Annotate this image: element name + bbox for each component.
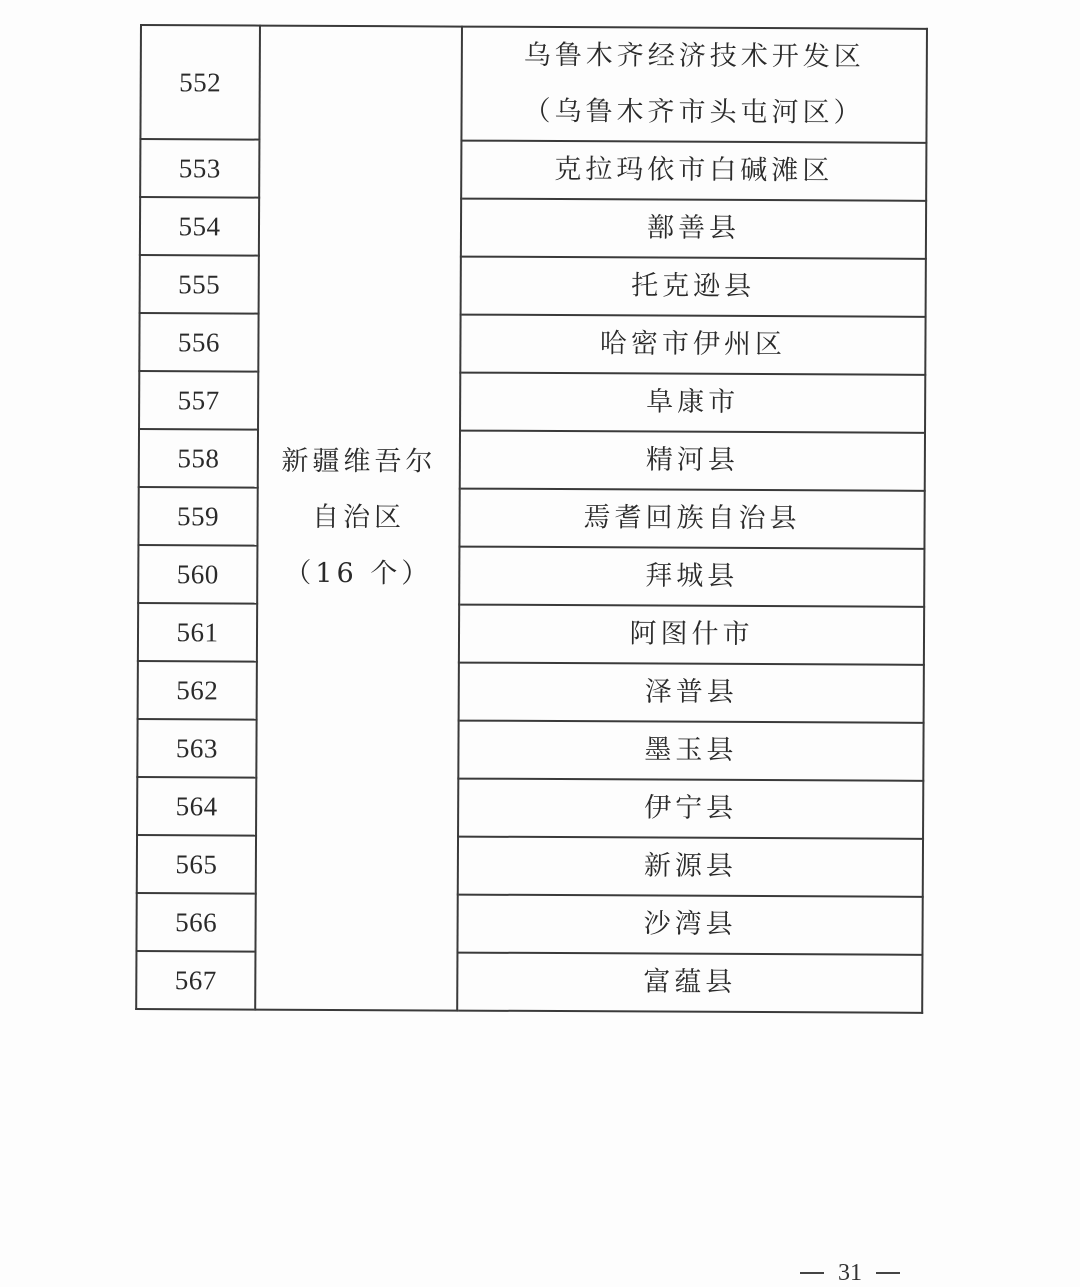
county-list-table xyxy=(135,24,928,1014)
row-number: 561 xyxy=(138,603,257,662)
county-name xyxy=(461,27,927,143)
county-name: 新源县 xyxy=(458,837,923,897)
row-number: 565 xyxy=(137,835,256,894)
table-row xyxy=(136,951,922,1013)
region-cell xyxy=(255,26,462,1011)
row-number: 556 xyxy=(139,313,258,372)
county-name: 拜城县 xyxy=(459,547,924,607)
county-name: 焉耆回族自治县 xyxy=(459,489,924,549)
row-number: 557 xyxy=(139,371,258,430)
county-name: 克拉玛依市白碱滩区 xyxy=(461,141,926,201)
county-name-line-2: （乌鲁木齐市头屯河区） xyxy=(523,95,865,129)
table-row xyxy=(140,25,927,143)
table-row xyxy=(140,255,926,317)
county-name: 沙湾县 xyxy=(457,895,922,955)
table-row xyxy=(139,429,925,491)
row-number: 563 xyxy=(137,719,256,778)
county-name: 泽普县 xyxy=(459,663,924,723)
row-number: 564 xyxy=(137,777,256,836)
row-number: 559 xyxy=(138,487,257,546)
table-row xyxy=(137,835,923,897)
table-row xyxy=(138,545,924,607)
row-number: 566 xyxy=(136,893,255,952)
page-number: 31 xyxy=(838,1259,862,1286)
table-row xyxy=(138,603,924,665)
county-name: 伊宁县 xyxy=(458,779,923,839)
table-row xyxy=(139,313,925,375)
county-name-line-1: 乌鲁木齐经济技术开发区 xyxy=(523,39,865,73)
table-row xyxy=(140,139,926,201)
table-row xyxy=(139,371,925,433)
region-name-line-2: 自治区 xyxy=(312,501,406,534)
county-name: 阜康市 xyxy=(460,373,925,433)
row-number: 560 xyxy=(138,545,257,604)
row-number: 558 xyxy=(139,429,258,488)
county-name: 精河县 xyxy=(460,431,925,491)
region-name-line-1: 新疆维吾尔 xyxy=(281,445,437,478)
table-row xyxy=(137,777,923,839)
page-footer xyxy=(780,1258,920,1288)
table-row xyxy=(136,893,922,955)
row-number: 567 xyxy=(136,951,255,1010)
county-name: 托克逊县 xyxy=(461,257,926,317)
table-row xyxy=(137,719,923,781)
county-name: 富蕴县 xyxy=(457,953,922,1013)
table-row xyxy=(140,197,926,259)
county-name: 阿图什市 xyxy=(459,605,924,665)
row-number: 553 xyxy=(140,139,259,198)
region-count: （16 个） xyxy=(284,557,433,590)
county-name: 墨玉县 xyxy=(458,721,923,781)
table-row xyxy=(138,661,924,723)
row-number: 554 xyxy=(140,197,259,256)
footer-dash-left xyxy=(800,1272,824,1274)
footer-dash-right xyxy=(876,1272,900,1274)
county-name: 哈密市伊州区 xyxy=(460,315,925,375)
row-number: 552 xyxy=(140,25,260,140)
row-number: 562 xyxy=(138,661,257,720)
table-row xyxy=(138,487,924,549)
row-number: 555 xyxy=(140,255,259,314)
county-name: 鄯善县 xyxy=(461,199,926,259)
